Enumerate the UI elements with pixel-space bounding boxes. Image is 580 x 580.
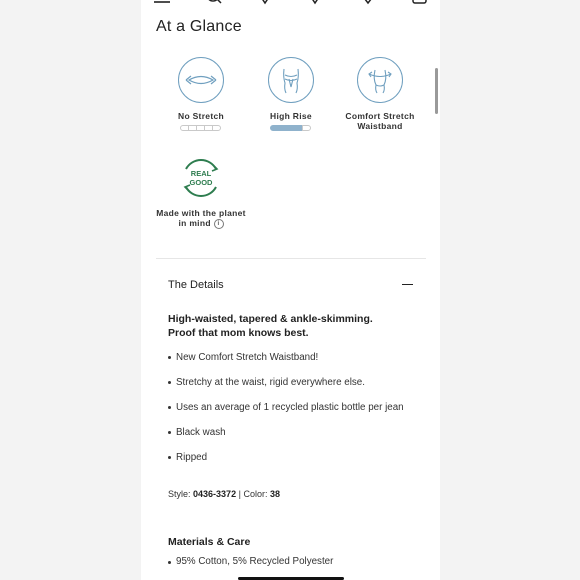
- separator: |: [238, 489, 241, 499]
- heart-icon[interactable]: [257, 0, 273, 6]
- list-item: Uses an average of 1 recycled plastic bottle per jean: [168, 401, 408, 415]
- bag-icon[interactable]: [411, 0, 429, 6]
- list-item: Ripped: [168, 451, 408, 465]
- feature-label: [156, 208, 246, 229]
- svg-text:REAL: REAL: [190, 169, 212, 178]
- style-label: Style:: [168, 489, 191, 499]
- details-section-title[interactable]: The Details: [168, 279, 224, 291]
- high-rise-icon: [268, 57, 314, 103]
- feature-high-rise: [246, 57, 336, 131]
- top-nav: [141, 0, 440, 6]
- list-item: 95% Cotton, 5% Recycled Polyester: [168, 556, 333, 567]
- feature-real-good: [156, 155, 246, 229]
- list-item: Black wash: [168, 426, 408, 440]
- real-good-logo: [178, 155, 224, 201]
- style-value: 0436-3372: [193, 489, 237, 499]
- feature-no-stretch: [156, 57, 246, 131]
- at-a-glance-heading: At a Glance: [156, 18, 242, 35]
- details-list: [168, 351, 408, 476]
- style-color-line: [168, 489, 280, 499]
- stretch-arrows-icon: [178, 57, 224, 103]
- waistband-icon: [357, 57, 403, 103]
- list-item: New Comfort Stretch Waistband!: [168, 351, 408, 365]
- scrollbar-thumb[interactable]: [435, 68, 438, 114]
- feature-label: High Rise: [270, 111, 312, 121]
- feature-label: Comfort Stretch Waistband: [345, 111, 415, 131]
- section-divider: [156, 258, 426, 259]
- real-good-label: Made with the planet in mind: [156, 208, 246, 228]
- product-page: [141, 0, 440, 580]
- account-icon[interactable]: [359, 0, 377, 6]
- svg-text:GOOD: GOOD: [189, 178, 213, 187]
- stretch-meter: [156, 125, 246, 131]
- menu-icon[interactable]: [153, 0, 171, 6]
- search-icon[interactable]: [205, 0, 223, 6]
- feature-label: No Stretch: [178, 111, 224, 121]
- heart-outline-icon[interactable]: [307, 0, 323, 6]
- list-item: Stretchy at the waist, rigid everywhere else.: [168, 376, 408, 390]
- details-intro: High-waisted, tapered & ankle-skimming. Proof that mom knows best.: [168, 313, 373, 339]
- feature-comfort-waistband: [335, 57, 425, 131]
- color-value: 38: [269, 489, 280, 499]
- materials-section-title[interactable]: Materials & Care: [168, 536, 251, 548]
- rise-meter: [246, 125, 336, 131]
- info-icon[interactable]: i: [214, 219, 224, 229]
- collapse-icon[interactable]: [402, 284, 413, 285]
- color-label: Color:: [243, 489, 268, 499]
